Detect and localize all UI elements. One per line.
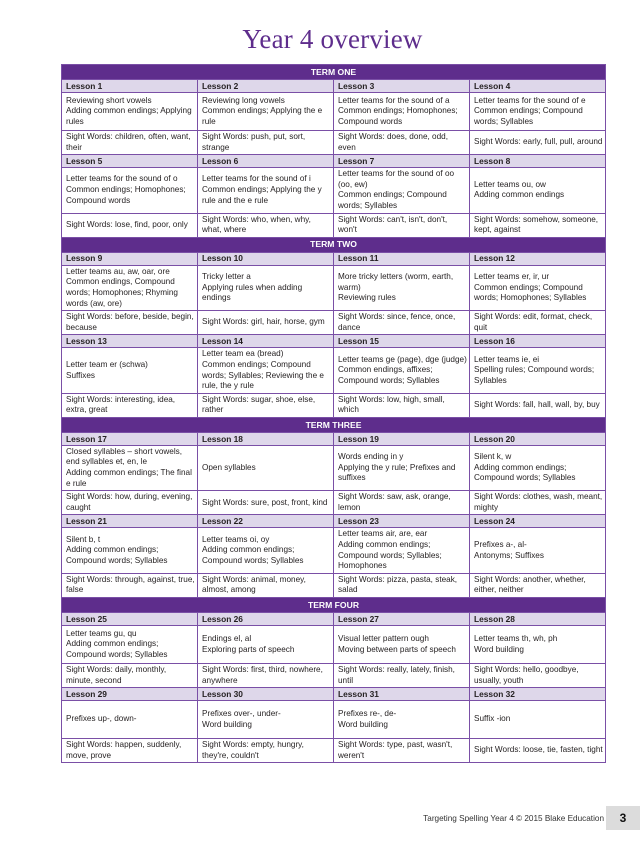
lesson-label: Lesson 27	[334, 613, 470, 626]
sight-words: Sight Words: who, when, why, what, where	[198, 213, 334, 237]
lesson-content: Letter teams ou, ow Adding common endings	[470, 168, 606, 213]
content-row	[62, 701, 606, 739]
term-title: TERM TWO	[62, 237, 606, 252]
content-row	[62, 265, 606, 310]
lesson-label: Lesson 2	[198, 80, 334, 93]
lesson-content: Open syllables	[198, 445, 334, 490]
lesson-content: Closed syllables – short vowels, end syllables et, en, le Adding common endings; The final e rule	[62, 445, 198, 490]
lesson-content: Silent k, w Adding common endings; Compound words; Syllables	[470, 445, 606, 490]
lesson-content: Prefixes up-, down-	[62, 701, 198, 739]
sight-words: Sight Words: saw, ask, orange, lemon	[334, 491, 470, 515]
sight-words: Sight Words: animal, money, almost, among	[198, 573, 334, 597]
sight-words-row	[62, 311, 606, 335]
lesson-label: Lesson 6	[198, 155, 334, 168]
term-header-row	[62, 598, 606, 613]
sight-words: Sight Words: type, past, wasn't, weren't	[334, 739, 470, 763]
lesson-content: Words ending in y Applying the y rule; Prefixes and suffixes	[334, 445, 470, 490]
lesson-content: Reviewing short vowels Adding common endings; Applying rules	[62, 93, 198, 131]
lesson-content: Visual letter pattern ough Moving between parts of speech	[334, 626, 470, 664]
sight-words: Sight Words: loose, tie, fasten, tight	[470, 739, 606, 763]
lesson-content: Letter teams for the sound of o Common endings; Homophones; Compound words	[62, 168, 198, 213]
lesson-label: Lesson 11	[334, 252, 470, 265]
term-title: TERM THREE	[62, 417, 606, 432]
lesson-content: Suffix -ion	[470, 701, 606, 739]
lesson-content: Letter team ea (bread) Common endings; Compound words; Syllables; Reviewing the e rule, the y rule	[198, 348, 334, 393]
sight-words: Sight Words: daily, monthly, minute, second	[62, 664, 198, 688]
lesson-label: Lesson 20	[470, 432, 606, 445]
footer-text: Targeting Spelling Year 4 © 2015 Blake Education	[423, 814, 604, 823]
lesson-header-row	[62, 515, 606, 528]
lesson-content: Endings el, al Exploring parts of speech	[198, 626, 334, 664]
sight-words: Sight Words: lose, find, poor, only	[62, 213, 198, 237]
lesson-content: Letter teams for the sound of oo (oo, ew) Common endings; Compound words; Syllables	[334, 168, 470, 213]
sight-words: Sight Words: before, beside, begin, because	[62, 311, 198, 335]
lesson-header-row	[62, 252, 606, 265]
sight-words: Sight Words: pizza, pasta, steak, salad	[334, 573, 470, 597]
lesson-content: Prefixes re-, de- Word building	[334, 701, 470, 739]
lesson-label: Lesson 3	[334, 80, 470, 93]
sight-words-row	[62, 664, 606, 688]
sight-words: Sight Words: early, full, pull, around	[470, 131, 606, 155]
sight-words: Sight Words: fall, hall, wall, by, buy	[470, 393, 606, 417]
lesson-label: Lesson 10	[198, 252, 334, 265]
lesson-label: Lesson 12	[470, 252, 606, 265]
lesson-label: Lesson 25	[62, 613, 198, 626]
page-title: Year 4 overview	[242, 24, 423, 54]
lesson-label: Lesson 18	[198, 432, 334, 445]
overview-table-body	[62, 65, 606, 763]
content-row	[62, 626, 606, 664]
page-number: 3	[606, 806, 640, 830]
lesson-content: Letter teams gu, qu Adding common endings; Compound words; Syllables	[62, 626, 198, 664]
content-row	[62, 528, 606, 573]
lesson-label: Lesson 17	[62, 432, 198, 445]
sight-words: Sight Words: clothes, wash, meant, mighty	[470, 491, 606, 515]
sight-words: Sight Words: really, lately, finish, until	[334, 664, 470, 688]
term-header-row	[62, 65, 606, 80]
lesson-content: Silent b, t Adding common endings; Compound words; Syllables	[62, 528, 198, 573]
lesson-label: Lesson 1	[62, 80, 198, 93]
term-title: TERM FOUR	[62, 598, 606, 613]
lesson-label: Lesson 29	[62, 688, 198, 701]
lesson-label: Lesson 26	[198, 613, 334, 626]
lesson-content: Letter team er (schwa) Suffixes	[62, 348, 198, 393]
sight-words: Sight Words: through, against, true, false	[62, 573, 198, 597]
sight-words-row	[62, 213, 606, 237]
sight-words-row	[62, 573, 606, 597]
content-row	[62, 168, 606, 213]
lesson-label: Lesson 28	[470, 613, 606, 626]
lesson-content: Letter teams air, are, ear Adding common endings; Compound words; Syllables; Homophones	[334, 528, 470, 573]
lesson-content: Letter teams for the sound of e Common endings; Compound words; Syllables	[470, 93, 606, 131]
lesson-label: Lesson 32	[470, 688, 606, 701]
sight-words: Sight Words: girl, hair, horse, gym	[198, 311, 334, 335]
lesson-label: Lesson 4	[470, 80, 606, 93]
lesson-content: More tricky letters (worm, earth, warm) Reviewing rules	[334, 265, 470, 310]
sight-words: Sight Words: children, often, want, their	[62, 131, 198, 155]
content-row	[62, 348, 606, 393]
lesson-label: Lesson 21	[62, 515, 198, 528]
sight-words: Sight Words: empty, hungry, they're, couldn't	[198, 739, 334, 763]
lesson-content: Letter teams ge (page), dge (judge) Common endings, affixes; Compound words; Syllables	[334, 348, 470, 393]
term-header-row	[62, 417, 606, 432]
lesson-header-row	[62, 688, 606, 701]
sight-words: Sight Words: does, done, odd, even	[334, 131, 470, 155]
term-header-row	[62, 237, 606, 252]
lesson-content: Letter teams au, aw, oar, ore Common endings, Compound words; Homophones; Rhyming words (aw, ore)	[62, 265, 198, 310]
lesson-content: Letter teams oi, oy Adding common endings; Compound words; Syllables	[198, 528, 334, 573]
lesson-content: Letter teams er, ir, ur Common endings; Compound words; Homophones; Syllables	[470, 265, 606, 310]
lesson-header-row	[62, 80, 606, 93]
lesson-label: Lesson 5	[62, 155, 198, 168]
lesson-content: Letter teams for the sound of i Common endings; Applying the y rule and the e rule	[198, 168, 334, 213]
lesson-label: Lesson 31	[334, 688, 470, 701]
sight-words: Sight Words: first, third, nowhere, anywhere	[198, 664, 334, 688]
lesson-label: Lesson 23	[334, 515, 470, 528]
lesson-label: Lesson 8	[470, 155, 606, 168]
sight-words: Sight Words: sure, post, front, kind	[198, 491, 334, 515]
lesson-content: Letter teams ie, ei Spelling rules; Compound words; Syllables	[470, 348, 606, 393]
sight-words: Sight Words: sugar, shoe, else, rather	[198, 393, 334, 417]
sight-words: Sight Words: somehow, someone, kept, against	[470, 213, 606, 237]
sight-words-row	[62, 491, 606, 515]
lesson-content: Reviewing long vowels Common endings; Applying the e rule	[198, 93, 334, 131]
sight-words: Sight Words: push, put, sort, strange	[198, 131, 334, 155]
sight-words-row	[62, 131, 606, 155]
sight-words: Sight Words: since, fence, once, dance	[334, 311, 470, 335]
term-title: TERM ONE	[62, 65, 606, 80]
lesson-label: Lesson 14	[198, 335, 334, 348]
lesson-header-row	[62, 432, 606, 445]
content-row	[62, 445, 606, 490]
lesson-header-row	[62, 613, 606, 626]
lesson-content: Letter teams th, wh, ph Word building	[470, 626, 606, 664]
lesson-content: Letter teams for the sound of a Common endings; Homophones; Compound words	[334, 93, 470, 131]
sight-words: Sight Words: hello, goodbye, usually, youth	[470, 664, 606, 688]
sight-words: Sight Words: can't, isn't, don't, won't	[334, 213, 470, 237]
lesson-label: Lesson 19	[334, 432, 470, 445]
sight-words: Sight Words: how, during, evening, caught	[62, 491, 198, 515]
lesson-label: Lesson 30	[198, 688, 334, 701]
lesson-header-row	[62, 155, 606, 168]
lesson-label: Lesson 16	[470, 335, 606, 348]
overview-table	[61, 64, 606, 763]
sight-words: Sight Words: another, whether, either, neither	[470, 573, 606, 597]
lesson-label: Lesson 13	[62, 335, 198, 348]
lesson-label: Lesson 24	[470, 515, 606, 528]
lesson-content: Tricky letter a Applying rules when adding endings	[198, 265, 334, 310]
lesson-content: Prefixes over-, under- Word building	[198, 701, 334, 739]
sight-words: Sight Words: interesting, idea, extra, great	[62, 393, 198, 417]
content-row	[62, 93, 606, 131]
lesson-header-row	[62, 335, 606, 348]
sight-words: Sight Words: low, high, small, which	[334, 393, 470, 417]
lesson-content: Prefixes a-, al- Antonyms; Suffixes	[470, 528, 606, 573]
lesson-label: Lesson 22	[198, 515, 334, 528]
lesson-label: Lesson 15	[334, 335, 470, 348]
lesson-label: Lesson 7	[334, 155, 470, 168]
sight-words-row	[62, 739, 606, 763]
sight-words-row	[62, 393, 606, 417]
sight-words: Sight Words: happen, suddenly, move, prove	[62, 739, 198, 763]
lesson-label: Lesson 9	[62, 252, 198, 265]
sight-words: Sight Words: edit, format, check, quit	[470, 311, 606, 335]
